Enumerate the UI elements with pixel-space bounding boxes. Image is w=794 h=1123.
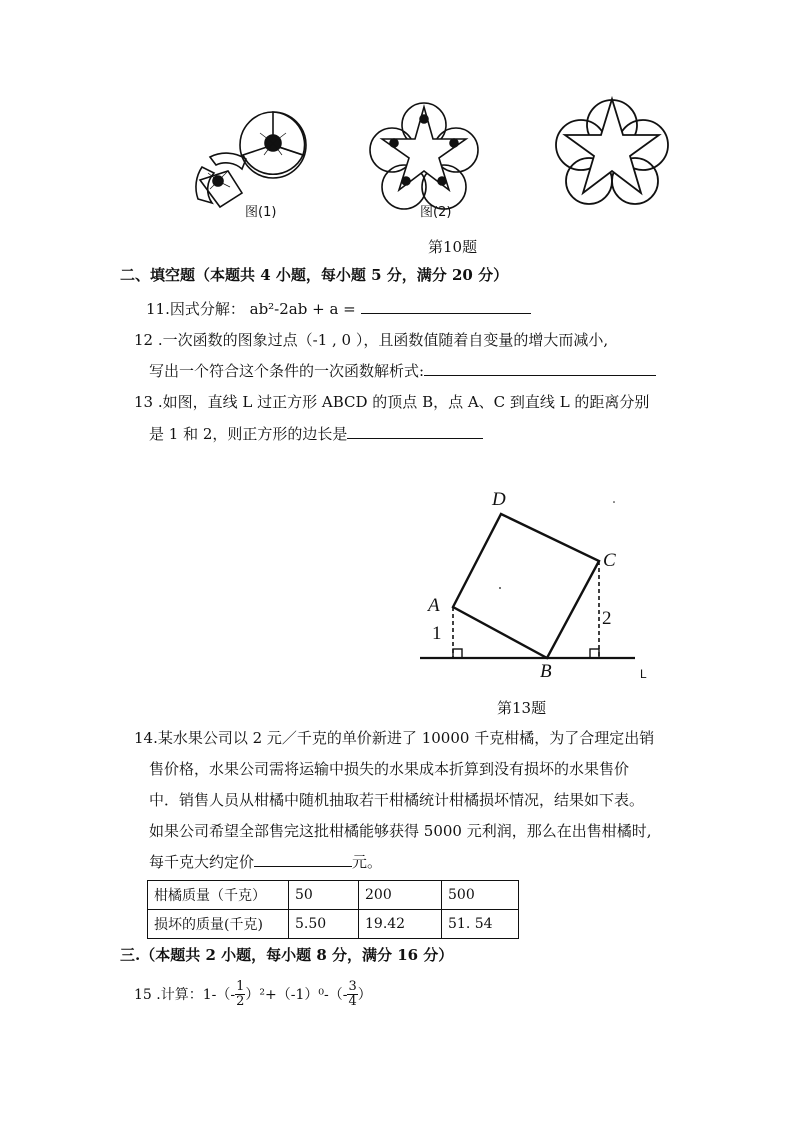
q11-answer-blank[interactable] xyxy=(361,312,531,314)
q13-label-C: C xyxy=(603,550,616,571)
q14-table xyxy=(147,880,519,939)
q11-number: 11. xyxy=(146,300,170,318)
q14-line5 xyxy=(149,855,382,870)
fig1-label: 图(1) xyxy=(245,205,277,220)
q13-label-A: A xyxy=(428,595,440,616)
figure-10-star xyxy=(555,95,675,205)
q13-line2 xyxy=(149,427,483,442)
q13-line1: 13 .如图，直线 L 过正方形 ABCD 的顶点 B，点 A、C 到直线 L 的距离分别 xyxy=(134,393,650,411)
fig2-label: 图(2) xyxy=(420,205,452,220)
q13-label-1: 1 xyxy=(432,623,442,644)
q11-text: 因式分解： ab²-2ab + a = xyxy=(169,300,361,318)
section3-heading: 三.（本题共 2 小题，每小题 8 分，满分 16 分） xyxy=(120,946,454,964)
q14-line3: 中．销售人员从柑橘中随机抽取若干柑橘统计柑橘损坏情况，结果如下表。 xyxy=(149,791,645,809)
table-row xyxy=(148,910,519,939)
q15 xyxy=(134,980,372,1008)
q13-line2-text: 是 1 和 2，则正方形的边长是 xyxy=(149,425,348,443)
table-cell: 500 xyxy=(442,881,519,910)
q14-line1: 14.某水果公司以 2 元／千克的单价新进了 10000 千克柑橘，为了合理定出销 xyxy=(134,729,655,747)
fig2-star-circles xyxy=(370,103,478,209)
q13-answer-blank[interactable] xyxy=(347,437,483,439)
fig1-pieces xyxy=(196,112,306,207)
q13-caption: 第13题 xyxy=(497,699,547,717)
q15-f2-num: 3 xyxy=(348,979,357,994)
table-cell: 损坏的质量(千克) xyxy=(148,910,289,939)
q12-answer-blank[interactable] xyxy=(424,374,656,376)
q12-line2-text: 写出一个符合这个条件的一次函数解析式: xyxy=(149,362,425,380)
figure-10 xyxy=(180,95,510,230)
q14-line5-unit: 元。 xyxy=(352,853,383,871)
figure-13 xyxy=(410,485,660,685)
table-cell: 200 xyxy=(359,881,442,910)
section2-heading: 二、填空题（本题共 4 小题，每小题 5 分，满分 20 分） xyxy=(120,266,509,284)
q15-fraction-1 xyxy=(235,980,245,1008)
q13-label-2: 2 xyxy=(602,608,612,629)
q15-suffix: ） xyxy=(357,987,372,1004)
q14-answer-blank[interactable] xyxy=(254,865,352,867)
q15-middle: ）²+（-1）⁰-（- xyxy=(245,987,348,1004)
table-row xyxy=(148,881,519,910)
table-cell: 19.42 xyxy=(359,910,442,939)
q13-label-L: L xyxy=(640,667,647,681)
fig10-caption: 第10题 xyxy=(428,238,478,256)
q15-fraction-2 xyxy=(347,980,357,1008)
table-cell: 50 xyxy=(289,881,359,910)
q12-line1: 12 .一次函数的图象过点（-1 , 0 ），且函数值随着自变量的增大而减小, xyxy=(134,331,609,349)
q11 xyxy=(146,302,531,317)
q12-line2 xyxy=(149,364,656,379)
q13-label-D: D xyxy=(492,489,506,510)
table-cell: 柑橘质量（千克） xyxy=(148,881,289,910)
q13-label-B: B xyxy=(540,661,552,682)
table-cell: 5.50 xyxy=(289,910,359,939)
q15-f1-den: 2 xyxy=(236,993,245,1009)
q15-prefix: 15 .计算：1-（- xyxy=(134,987,236,1004)
q14-line2: 售价格，水果公司需将运输中损失的水果成本折算到没有损坏的水果售价 xyxy=(149,760,630,778)
q15-f1-num: 1 xyxy=(236,979,245,994)
table-cell: 51. 54 xyxy=(442,910,519,939)
q15-f2-den: 4 xyxy=(348,993,357,1009)
q14-line4: 如果公司希望全部售完这批柑橘能够获得 5000 元利润，那么在出售柑橘时, xyxy=(149,822,652,840)
q14-line5-text: 每千克大约定价 xyxy=(149,853,255,871)
